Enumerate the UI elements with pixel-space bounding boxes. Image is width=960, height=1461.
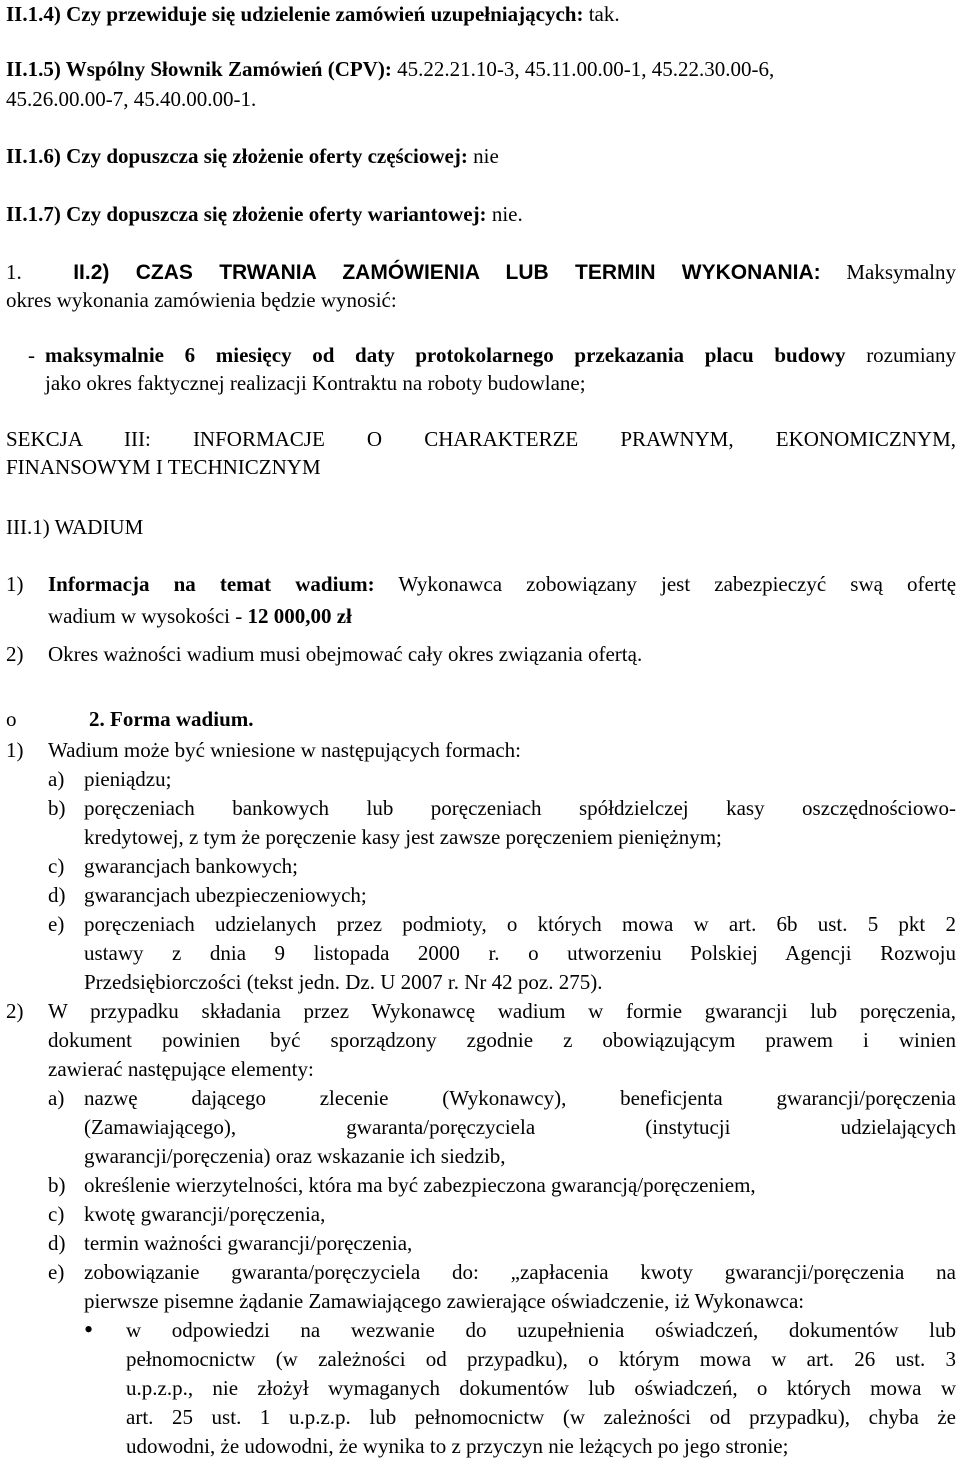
guarantee-intro-line: zawierać następujące elementy: [48,1057,314,1081]
form-item-line: gwarancjach bankowych; [84,854,298,878]
section-ii-2-text2: okres wykonania zamówienia będzie wynosić: [6,288,397,312]
element-item-line: kwotę gwarancji/poręczenia, [84,1202,326,1226]
element-item-line: zobowiązanie gwaranta/poręczyciela do: „zapłacenia kwoty gwarancji/poręczenia na [84,1260,956,1284]
duration-item [28,343,956,396]
duration-rest1: rozumiany [866,343,956,367]
element-item [6,1258,956,1316]
form-item-text [84,881,956,910]
item-marker: d) [48,883,66,907]
form-item [6,765,956,794]
form-item [6,881,956,910]
forma-wadium-heading: 2. Forma wadium. [89,707,254,731]
forms-intro-text: Wadium może być wniesione w następujących formach: [48,738,521,762]
forms-list [6,765,956,997]
item-marker: 1) [6,738,24,762]
guarantee-intro-line: W przypadku składania przez Wykonawcę wadium w formie gwarancji lub poręczenia, [48,999,956,1023]
forma-wadium-title [6,707,254,732]
forms-block [6,736,956,1461]
item-marker: a) [48,1086,65,1110]
dot-item-line: art. 25 ust. 1 u.p.z.p. lub pełnomocnictw (w zależności od przypadku), chyba że [126,1405,956,1429]
item-marker: 2) [6,642,24,666]
section-ii-2-heading-line [6,260,956,285]
dot-item-line: u.p.z.p., nie złożył wymaganych dokumentów lub oświadczeń, o których mowa w [126,1376,956,1400]
form-item-text [84,910,956,997]
section-ii-2 [6,260,956,313]
element-item [6,1229,956,1258]
form-item-line: poręczeniach bankowych lub poręczeniach spółdzielczej kasy oszczędnościowo- [84,796,956,820]
elements-list [6,1084,956,1316]
label-ii-1-7: II.1.7) Czy dopuszcza się złożenie oferty wariantowej: [6,202,487,226]
form-item-line: poręczeniach udzielanych przez podmioty, o których mowa w art. 6b ust. 5 pkt 2 [84,912,956,936]
subsection-wadium: III.1) WADIUM [6,515,144,539]
form-item-line: ustawy z dnia 9 listopada 2000 r. o utworzeniu Polskiej Agencji Rozwoju [84,941,956,965]
item-marker: e) [48,912,65,936]
line-ii-1-7 [6,202,523,227]
item-marker: b) [48,1173,66,1197]
wadium-info-text: Wykonawca zobowiązany jest zabezpieczyć swą ofertę [398,572,957,596]
section-ii-2-heading: II.2) CZAS TRWANIA ZAMÓWIENIA LUB TERMIN WYKONANIA: [73,261,821,284]
section-iii-heading [6,427,956,480]
section-iii-heading-1: SEKCJA III: INFORMACJE O CHARAKTERZE PRAWNYM, EKONOMICZNYM, [6,427,956,451]
line-ii-1-5-cont [6,87,256,112]
dot-item-text [126,1316,956,1461]
line-ii-1-4 [6,2,620,27]
form-item [6,852,956,881]
wadium-item-1-line1 [48,572,956,597]
form-item-line: gwarancjach ubezpieczeniowych; [84,883,367,907]
label-ii-1-5: II.1.5) Wspólny Słownik Zamówień (CPV): [6,57,392,81]
section-ii-2-text1: Maksymalny [846,260,957,284]
element-item-text [84,1229,956,1258]
form-item-line: pieniądzu; [84,767,172,791]
form-item-line: Przedsiębiorczości (tekst jedn. Dz. U 2007 r. Nr 42 poz. 275). [84,970,603,994]
dot-item [6,1316,956,1461]
element-item-line: nazwę dającego zlecenie (Wykonawcy), beneficjenta gwarancji/poręczenia [84,1086,956,1110]
guarantee-intro-text [48,997,956,1084]
duration-bold: maksymalnie 6 miesięcy od daty protokolarnego przekazania placu budowy [45,343,846,367]
value-ii-1-4: tak. [588,2,620,26]
element-item [6,1171,956,1200]
element-item [6,1200,956,1229]
value-ii-1-5-cont: 45.26.00.00-7, 45.40.00.00-1. [6,87,257,111]
element-item-text [84,1171,956,1200]
wadium-amount-label: wadium w wysokości - [48,604,243,628]
element-item-line: pierwsze pisemne żądanie Zamawiającego zawierające oświadczenie, iż Wykonawca: [84,1289,805,1313]
forms-intro [6,736,956,765]
dot-item-line: pełnomocnictw (w zależności od przypadku), o którym mowa w art. 26 ust. 3 [126,1347,956,1371]
dot-item-line: w odpowiedzi na wezwanie do uzupełnienia oświadczeń, dokumentów lub [126,1318,956,1342]
value-ii-1-7: nie. [491,202,523,226]
element-item [6,1084,956,1171]
item-marker: e) [48,1260,65,1284]
element-item-text [84,1200,956,1229]
duration-line1 [45,343,956,368]
form-item [6,910,956,997]
wadium-info-label: Informacja na temat wadium: [48,572,375,596]
form-item-text [84,852,956,881]
wadium-item-1-line2 [48,604,956,629]
item-marker: c) [48,854,65,878]
form-item [6,794,956,852]
item-marker: d) [48,1231,66,1255]
value-ii-1-6: nie [473,144,499,168]
item-marker: 1) [6,572,24,596]
form-item-text [84,765,956,794]
form-item-line: kredytowej, z tym że poręczenie kasy jest zawsze poręczeniem pieniężnym; [84,825,722,849]
form-item-text [84,794,956,852]
element-item-line: gwarancji/poręczenia) oraz wskazanie ich siedzib, [84,1144,506,1168]
value-ii-1-5: 45.22.21.10-3, 45.11.00.00-1, 45.22.30.00-6, [397,57,775,81]
wadium-validity-text: Okres ważności wadium musi obejmować cały okres związania ofertą. [48,642,643,666]
element-item-text [84,1258,956,1316]
element-item-text [84,1084,956,1171]
item-marker: a) [48,767,65,791]
line-ii-1-6 [6,144,499,169]
section-iii-heading-2: FINANSOWYM I TECHNICZNYM [6,455,321,479]
wadium-amount: 12 000,00 zł [247,604,352,628]
duration-line2: jako okres faktycznej realizacji Kontraktu na roboty budowlane; [45,371,586,395]
guarantee-intro [6,997,956,1084]
element-item-line: określenie wierzytelności, która ma być zabezpieczona gwarancją/poręczeniem, [84,1173,756,1197]
item-marker: 2) [6,999,24,1023]
element-item-line: termin ważności gwarancji/poręczenia, [84,1231,413,1255]
wadium-item-1 [6,572,956,629]
line-ii-1-5 [6,57,956,82]
guarantee-intro-line: dokument powinien być sporządzony zgodnie z obowiązującym prawem i winien [48,1028,956,1052]
item-marker: c) [48,1202,65,1226]
bullet-dot-icon: • [84,1315,94,1344]
element-item-line: (Zamawiającego), gwaranta/poręczyciela (instytucji udzielających [84,1115,956,1139]
item-marker: b) [48,796,66,820]
wadium-item-2 [6,642,956,667]
label-ii-1-4: II.1.4) Czy przewiduje się udzielenie zamówień uzupełniających: [6,2,584,26]
section-number: 1. [6,260,22,284]
list-bullet: o [6,707,17,731]
label-ii-1-6: II.1.6) Czy dopuszcza się złożenie oferty częściowej: [6,144,468,168]
dot-item-line: udowodni, że udowodni, że wynika to z przyczyn nie leżących po jego stronie; [126,1434,789,1458]
dash-marker: - [28,343,35,367]
